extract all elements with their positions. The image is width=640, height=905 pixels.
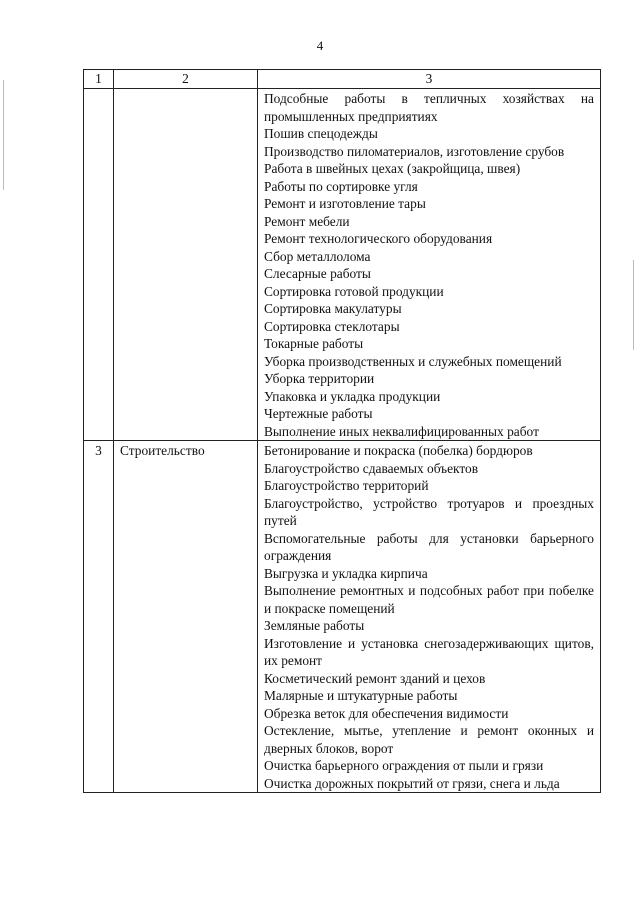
work-item: Вспомогательные работы для установки барьерного ограждения — [264, 530, 594, 563]
table-row — [84, 441, 601, 793]
work-item: Сортировка макулатуры — [264, 301, 402, 316]
work-item: Чертежные работы — [264, 406, 373, 421]
work-item: Подсобные работы в тепличных хозяйствах на промышленных предприятиях — [264, 91, 594, 124]
works-list-cell — [258, 89, 601, 441]
work-item: Работа в швейных цехах (закройщица, швея) — [264, 161, 521, 176]
work-item: Выполнение ремонтных и подсобных работ при побелке и покраске помещений — [264, 583, 594, 616]
work-item: Ремонт мебели — [264, 213, 350, 229]
work-item: Выполнение иных неквалифицированных работ — [264, 423, 539, 439]
table-header-row — [84, 70, 601, 89]
work-item: Благоустройство территорий — [264, 478, 429, 493]
work-item: Слесарные работы — [264, 266, 371, 281]
work-item: Работы по сортировке угля — [264, 178, 418, 194]
work-item: Производство пиломатериалов, изготовление срубов — [264, 143, 565, 159]
work-item: Изготовление и установка снегозадерживающих щитов, их ремонт — [264, 635, 594, 668]
work-item: Земляные работы — [264, 618, 365, 633]
work-item: Очистка дорожных покрытий от грязи, снега и льда — [264, 775, 560, 791]
work-item: Бетонирование и покраска (побелка) бордюров — [264, 443, 533, 458]
work-item: Благоустройство сдаваемых объектов — [264, 460, 479, 476]
work-item: Пошив спецодежды — [264, 126, 378, 141]
work-item: Ремонт технологического оборудования — [264, 231, 493, 246]
scan-artifact-right — [633, 260, 634, 350]
work-item: Благоустройство, устройство тротуаров и проездных путей — [264, 495, 594, 528]
row-number-cell: 3 — [84, 441, 114, 793]
work-item: Ремонт и изготовление тары — [264, 196, 426, 211]
work-item: Малярные и штукатурные работы — [264, 688, 458, 703]
work-item: Уборка производственных и служебных помещений — [264, 353, 562, 369]
table-row — [84, 89, 601, 441]
work-item: Косметический ремонт зданий и цехов — [264, 670, 486, 686]
work-item: Токарные работы — [264, 336, 364, 351]
header-cell-2: 2 — [114, 70, 258, 89]
work-item: Упаковка и укладка продукции — [264, 388, 441, 404]
work-item: Уборка территории — [264, 371, 375, 386]
industry-name-cell — [114, 89, 258, 441]
works-list-cell — [258, 441, 601, 793]
work-item: Остекление, мытье, утепление и ремонт оконных и дверных блоков, ворот — [264, 723, 594, 756]
row-number-cell — [84, 89, 114, 441]
work-item: Сбор металлолома — [264, 248, 371, 264]
header-cell-3: 3 — [258, 70, 601, 89]
work-item: Сортировка готовой продукции — [264, 283, 444, 299]
work-item: Выгрузка и укладка кирпича — [264, 565, 428, 581]
scan-artifact-left — [3, 80, 4, 190]
works-table — [83, 69, 601, 793]
work-item: Сортировка стеклотары — [264, 318, 400, 334]
work-item: Очистка барьерного ограждения от пыли и грязи — [264, 758, 544, 773]
page-number: 4 — [316, 38, 324, 53]
header-cell-1: 1 — [84, 70, 114, 89]
industry-name-cell: Строительство — [114, 441, 258, 793]
work-item: Обрезка веток для обеспечения видимости — [264, 705, 509, 721]
